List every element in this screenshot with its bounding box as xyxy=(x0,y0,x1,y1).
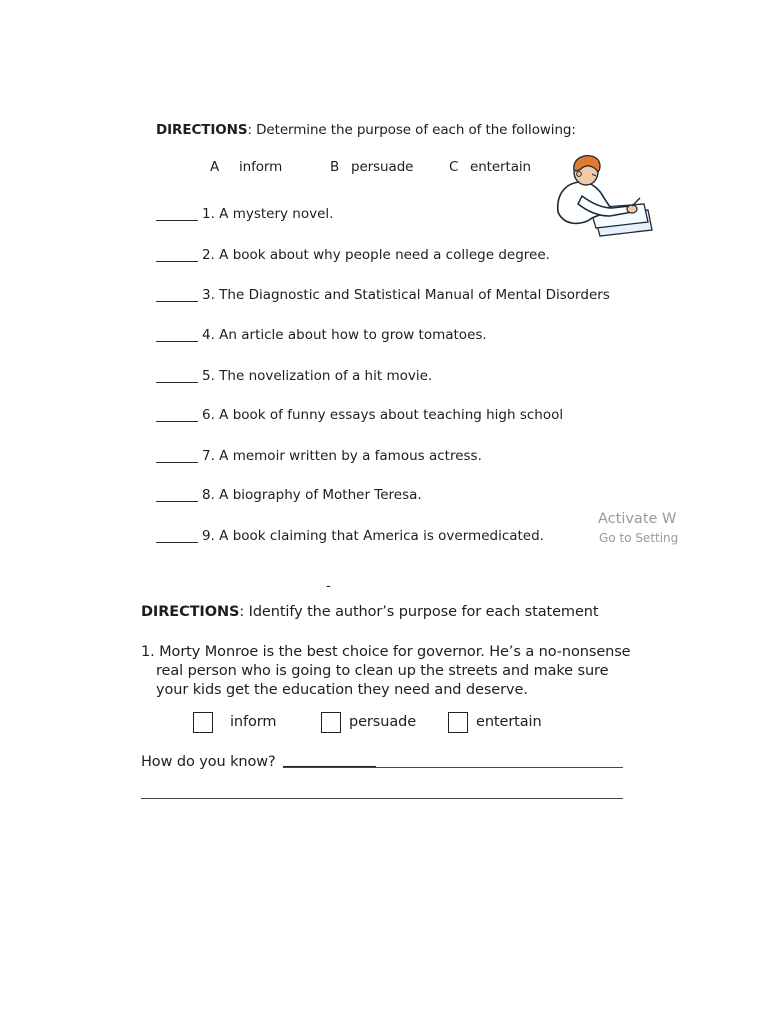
answer-blank-2[interactable] xyxy=(156,261,198,262)
answer-line-1[interactable] xyxy=(283,767,623,768)
answer-blank-9[interactable] xyxy=(156,542,198,543)
directions-label: DIRECTIONS xyxy=(141,604,240,620)
answer-line-2[interactable] xyxy=(141,798,623,799)
answer-blank-8[interactable] xyxy=(156,501,198,502)
how-do-you-know-label: How do you know? xyxy=(141,754,276,770)
choice-label-entertain: entertain xyxy=(476,714,542,730)
directions-heading-1 xyxy=(156,122,576,138)
directions-text: : Determine the purpose of each of the following: xyxy=(247,122,576,138)
list-item: 4. An article about how to grow tomatoes. xyxy=(202,327,487,343)
list-item: 7. A memoir written by a famous actress. xyxy=(202,448,482,464)
option-letter-b: B xyxy=(330,159,340,175)
list-item: 6. A book of funny essays about teaching high school xyxy=(202,407,564,423)
answer-blank-5[interactable] xyxy=(156,382,198,383)
statement-line: 1. Morty Monroe is the best choice for governor. He’s a no-nonsense xyxy=(141,644,631,660)
choice-label-persuade: persuade xyxy=(349,714,417,730)
option-letter-c: C xyxy=(449,159,459,175)
choice-label-inform: inform xyxy=(230,714,277,730)
checkbox-inform[interactable] xyxy=(193,712,213,733)
checkbox-persuade[interactable] xyxy=(321,712,341,733)
option-letter-a: A xyxy=(210,159,220,175)
list-item: 9. A book claiming that America is overmedicated. xyxy=(202,528,544,544)
answer-line-1-underline xyxy=(283,766,376,767)
option-label-persuade: persuade xyxy=(351,159,414,175)
activate-watermark-subtitle: Go to Setting xyxy=(599,531,679,545)
directions-text: : Identify the author’s purpose for each statement xyxy=(239,604,599,620)
statement-line: real person who is going to clean up the streets and make sure xyxy=(156,663,609,679)
list-item: 1. A mystery novel. xyxy=(202,206,334,222)
answer-blank-1[interactable] xyxy=(156,220,198,221)
directions-label: DIRECTIONS xyxy=(156,122,248,138)
answer-blank-6[interactable] xyxy=(156,421,198,422)
list-item: 8. A biography of Mother Teresa. xyxy=(202,487,422,503)
answer-blank-3[interactable] xyxy=(156,301,198,302)
checkbox-entertain[interactable] xyxy=(448,712,468,733)
list-item: 5. The novelization of a hit movie. xyxy=(202,368,433,384)
answer-blank-7[interactable] xyxy=(156,462,198,463)
list-item: 3. The Diagnostic and Statistical Manual of Mental Disorders xyxy=(202,287,610,303)
stray-mark: - xyxy=(326,578,331,594)
option-label-entertain: entertain xyxy=(470,159,531,175)
directions-heading-2 xyxy=(141,604,598,620)
answer-blank-4[interactable] xyxy=(156,341,198,342)
option-label-inform: inform xyxy=(239,159,283,175)
list-item: 2. A book about why people need a college degree. xyxy=(202,247,550,263)
activate-watermark-title: Activate W xyxy=(598,511,677,527)
person-writing-icon xyxy=(552,152,656,242)
statement-line: your kids get the education they need and deserve. xyxy=(156,682,528,698)
